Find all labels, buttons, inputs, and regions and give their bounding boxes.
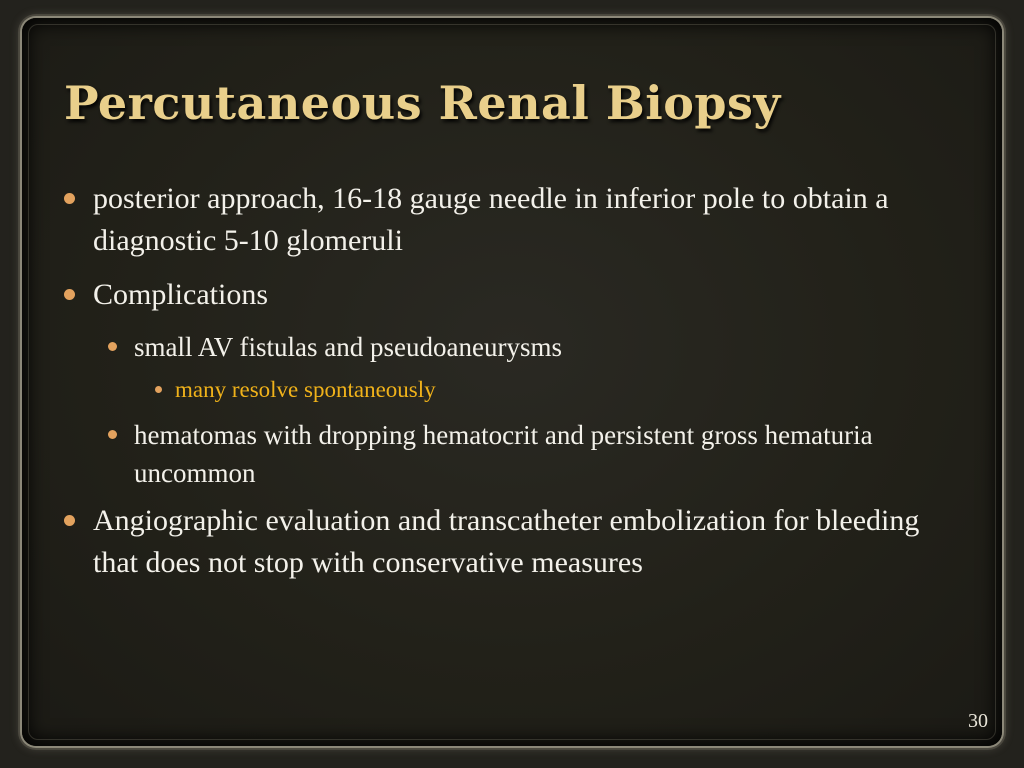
sub-bullet-item xyxy=(60,416,930,492)
bullet-dot-icon xyxy=(64,289,75,300)
bullet-text: Complications xyxy=(93,278,268,311)
bullet-text: hematomas with dropping hematocrit and persistent gross hematuria uncommon xyxy=(134,420,873,488)
slide-title: Percutaneous Renal Biopsy xyxy=(64,76,781,130)
bullet-text: small AV fistulas and pseudoaneurysms xyxy=(134,332,562,362)
bullet-item xyxy=(60,500,930,584)
bullet-dot-icon xyxy=(155,386,162,393)
sub-bullet-item xyxy=(60,328,930,366)
bullet-list xyxy=(60,178,930,596)
bullet-dot-icon xyxy=(108,342,117,351)
bullet-text: many resolve spontaneously xyxy=(175,377,436,402)
slide-number: 30 xyxy=(968,710,988,732)
bullet-text: Angiographic evaluation and transcatheter embolization for bleeding that does not stop with conservative measures xyxy=(93,504,920,579)
bullet-dot-icon xyxy=(64,515,75,526)
bullet-item xyxy=(60,274,930,316)
bullet-item xyxy=(60,178,930,262)
bullet-text: posterior approach, 16-18 gauge needle in inferior pole to obtain a diagnostic 5-10 glomeruli xyxy=(93,182,889,257)
bullet-dot-icon xyxy=(64,193,75,204)
bullet-dot-icon xyxy=(108,430,117,439)
sub-sub-bullet-item xyxy=(60,374,930,406)
